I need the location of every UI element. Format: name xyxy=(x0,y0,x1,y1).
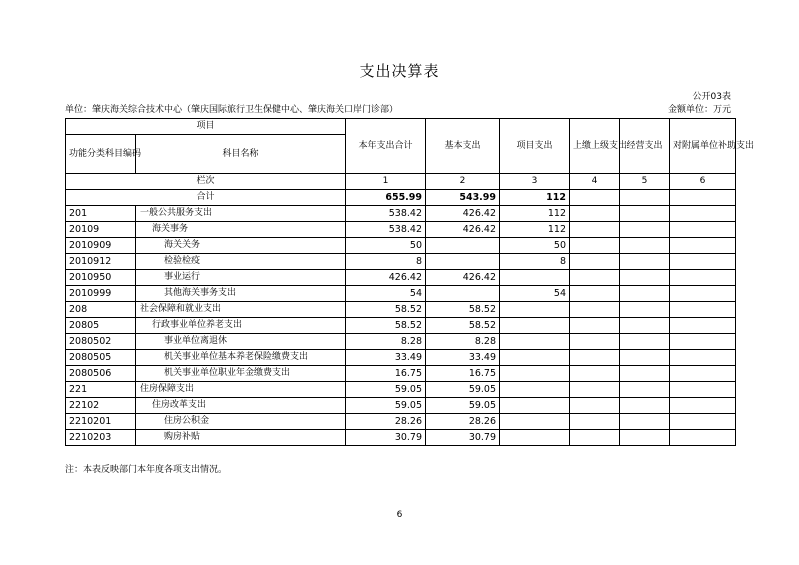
row-basic: 59.05 xyxy=(426,398,500,414)
total-sum: 655.99 xyxy=(346,190,426,206)
row-code: 221 xyxy=(66,382,136,398)
unit-name: 单位：肇庆海关综合技术中心（肇庆国际旅行卫生保健中心、肇庆海关口岸门诊部） xyxy=(65,105,399,115)
row-project xyxy=(500,270,570,286)
page-number: 6 xyxy=(396,510,403,520)
row-business xyxy=(620,286,670,302)
col-num: 4 xyxy=(570,174,620,190)
row-basic: 58.52 xyxy=(426,318,500,334)
row-name: 机关事业单位基本养老保险缴费支出 xyxy=(136,350,346,366)
row-project xyxy=(500,318,570,334)
header-subsidy: 对附属单位补助支出 xyxy=(670,119,736,174)
table-row xyxy=(66,366,736,382)
row-business xyxy=(620,398,670,414)
row-name: 检验检疫 xyxy=(136,254,346,270)
row-code: 2010999 xyxy=(66,286,136,302)
table-row xyxy=(66,270,736,286)
row-business xyxy=(620,238,670,254)
column-label: 栏次 xyxy=(66,174,346,190)
row-business xyxy=(620,206,670,222)
col-num: 3 xyxy=(500,174,570,190)
total-label: 合计 xyxy=(66,190,346,206)
row-upper xyxy=(570,270,620,286)
row-business xyxy=(620,302,670,318)
row-total: 58.52 xyxy=(346,318,426,334)
row-project xyxy=(500,302,570,318)
row-upper xyxy=(570,286,620,302)
row-upper xyxy=(570,302,620,318)
row-subsidy xyxy=(670,254,736,270)
row-project xyxy=(500,430,570,446)
row-name: 一般公共服务支出 xyxy=(136,206,346,222)
row-project xyxy=(500,350,570,366)
row-total: 538.42 xyxy=(346,222,426,238)
table-row xyxy=(66,382,736,398)
row-total: 30.79 xyxy=(346,430,426,446)
table-row xyxy=(66,302,736,318)
row-subsidy xyxy=(670,382,736,398)
row-name: 海关事务 xyxy=(136,222,346,238)
row-project xyxy=(500,398,570,414)
form-number: 公开03表 xyxy=(692,92,731,102)
row-project xyxy=(500,382,570,398)
total-business xyxy=(620,190,670,206)
table-row xyxy=(66,430,736,446)
total-basic: 543.99 xyxy=(426,190,500,206)
table-row xyxy=(66,334,736,350)
header-basic: 基本支出 xyxy=(426,119,500,174)
row-total: 50 xyxy=(346,238,426,254)
row-code: 22102 xyxy=(66,398,136,414)
row-upper xyxy=(570,430,620,446)
row-name: 海关关务 xyxy=(136,238,346,254)
row-total: 8.28 xyxy=(346,334,426,350)
row-business xyxy=(620,382,670,398)
row-upper xyxy=(570,206,620,222)
row-project xyxy=(500,366,570,382)
row-total: 16.75 xyxy=(346,366,426,382)
row-subsidy xyxy=(670,430,736,446)
row-basic xyxy=(426,254,500,270)
row-total: 538.42 xyxy=(346,206,426,222)
page-title: 支出决算表 xyxy=(359,62,440,80)
row-total: 59.05 xyxy=(346,382,426,398)
row-subsidy xyxy=(670,238,736,254)
row-upper xyxy=(570,398,620,414)
row-total: 58.52 xyxy=(346,302,426,318)
row-project: 54 xyxy=(500,286,570,302)
row-basic: 426.42 xyxy=(426,206,500,222)
row-name: 其他海关事务支出 xyxy=(136,286,346,302)
row-code: 201 xyxy=(66,206,136,222)
table-row xyxy=(66,398,736,414)
row-project: 50 xyxy=(500,238,570,254)
row-code: 20805 xyxy=(66,318,136,334)
col-num: 5 xyxy=(620,174,670,190)
row-subsidy xyxy=(670,270,736,286)
row-basic: 426.42 xyxy=(426,222,500,238)
header-project: 项目支出 xyxy=(500,119,570,174)
row-project: 112 xyxy=(500,222,570,238)
header-item: 项目 xyxy=(66,119,346,135)
table-row xyxy=(66,238,736,254)
footnote: 注：本表反映部门本年度各项支出情况。 xyxy=(65,465,228,475)
row-code: 208 xyxy=(66,302,136,318)
row-basic: 16.75 xyxy=(426,366,500,382)
table-row xyxy=(66,350,736,366)
col-num: 2 xyxy=(426,174,500,190)
row-upper xyxy=(570,414,620,430)
row-upper xyxy=(570,382,620,398)
row-subsidy xyxy=(670,350,736,366)
row-basic xyxy=(426,286,500,302)
col-num: 1 xyxy=(346,174,426,190)
table-row xyxy=(66,206,736,222)
row-business xyxy=(620,254,670,270)
row-upper xyxy=(570,222,620,238)
row-total: 8 xyxy=(346,254,426,270)
row-code: 20109 xyxy=(66,222,136,238)
row-business xyxy=(620,350,670,366)
row-business xyxy=(620,430,670,446)
row-subsidy xyxy=(670,286,736,302)
row-business xyxy=(620,334,670,350)
currency-unit: 金额单位：万元 xyxy=(667,105,731,115)
header-name: 科目名称 xyxy=(136,135,346,174)
row-project xyxy=(500,334,570,350)
row-basic: 426.42 xyxy=(426,270,500,286)
row-name: 机关事业单位职业年金缴费支出 xyxy=(136,366,346,382)
row-upper xyxy=(570,238,620,254)
row-business xyxy=(620,414,670,430)
row-code: 2080505 xyxy=(66,350,136,366)
row-subsidy xyxy=(670,302,736,318)
row-code: 2010950 xyxy=(66,270,136,286)
row-upper xyxy=(570,334,620,350)
unit-line xyxy=(65,102,731,114)
row-upper xyxy=(570,366,620,382)
row-name: 购房补贴 xyxy=(136,430,346,446)
total-project: 112 xyxy=(500,190,570,206)
row-basic: 30.79 xyxy=(426,430,500,446)
row-subsidy xyxy=(670,414,736,430)
row-subsidy xyxy=(670,318,736,334)
row-name: 住房改革支出 xyxy=(136,398,346,414)
expenditure-table xyxy=(65,118,755,446)
row-basic: 28.26 xyxy=(426,414,500,430)
row-name: 住房保障支出 xyxy=(136,382,346,398)
table-row xyxy=(66,222,736,238)
total-row xyxy=(66,190,736,206)
row-code: 2080506 xyxy=(66,366,136,382)
total-upper xyxy=(570,190,620,206)
row-project xyxy=(500,414,570,430)
row-code: 2210203 xyxy=(66,430,136,446)
row-name: 事业运行 xyxy=(136,270,346,286)
total-subsidy xyxy=(670,190,736,206)
row-name: 社会保障和就业支出 xyxy=(136,302,346,318)
row-total: 54 xyxy=(346,286,426,302)
row-project: 8 xyxy=(500,254,570,270)
row-code: 2010912 xyxy=(66,254,136,270)
table-row xyxy=(66,254,736,270)
table-row xyxy=(66,414,736,430)
header-upper: 上缴上级支出 xyxy=(570,119,620,174)
header-code: 功能分类科目编码 xyxy=(66,135,136,174)
row-total: 426.42 xyxy=(346,270,426,286)
header-business: 经营支出 xyxy=(620,119,670,174)
row-business xyxy=(620,222,670,238)
table-row xyxy=(66,286,736,302)
row-total: 59.05 xyxy=(346,398,426,414)
row-code: 2210201 xyxy=(66,414,136,430)
row-total: 33.49 xyxy=(346,350,426,366)
row-business xyxy=(620,366,670,382)
row-basic: 8.28 xyxy=(426,334,500,350)
row-basic: 58.52 xyxy=(426,302,500,318)
row-subsidy xyxy=(670,222,736,238)
row-subsidy xyxy=(670,398,736,414)
row-name: 行政事业单位养老支出 xyxy=(136,318,346,334)
row-name: 住房公积金 xyxy=(136,414,346,430)
row-subsidy xyxy=(670,366,736,382)
row-name: 事业单位离退休 xyxy=(136,334,346,350)
col-num: 6 xyxy=(670,174,736,190)
row-basic: 33.49 xyxy=(426,350,500,366)
row-project: 112 xyxy=(500,206,570,222)
row-basic xyxy=(426,238,500,254)
row-upper xyxy=(570,350,620,366)
row-basic: 59.05 xyxy=(426,382,500,398)
row-total: 28.26 xyxy=(346,414,426,430)
row-subsidy xyxy=(670,334,736,350)
row-code: 2080502 xyxy=(66,334,136,350)
row-code: 2010909 xyxy=(66,238,136,254)
row-business xyxy=(620,318,670,334)
row-business xyxy=(620,270,670,286)
row-upper xyxy=(570,254,620,270)
row-subsidy xyxy=(670,206,736,222)
table-row xyxy=(66,318,736,334)
header-total: 本年支出合计 xyxy=(346,119,426,174)
row-upper xyxy=(570,318,620,334)
